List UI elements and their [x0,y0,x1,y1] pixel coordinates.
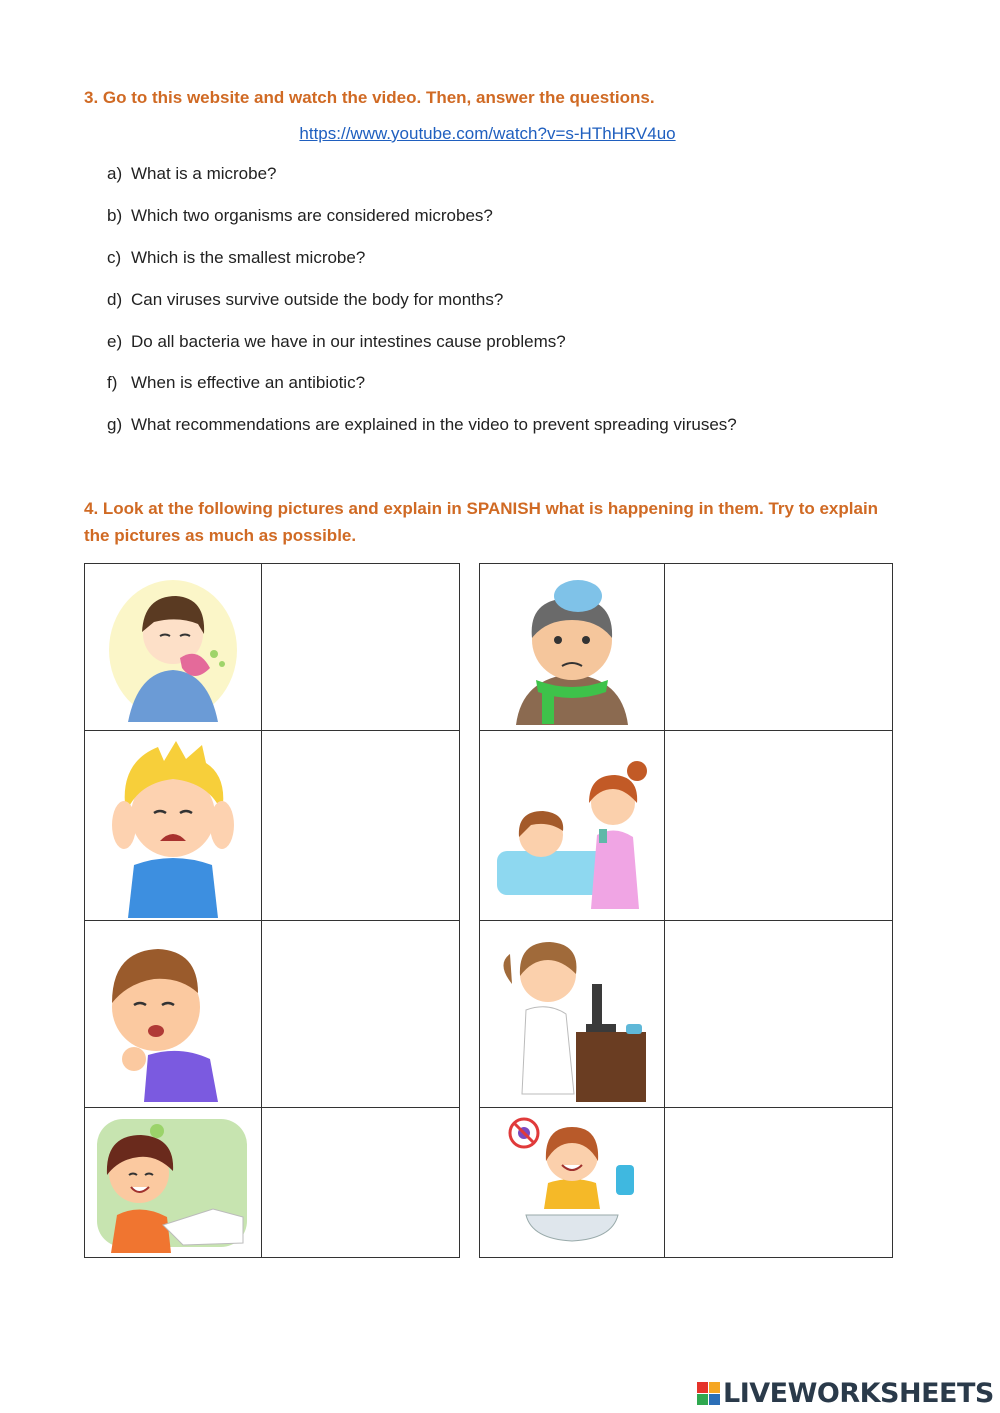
logo-text: LIVEWORKSHEETS [723,1377,994,1409]
girl-microscope-icon [492,924,652,1104]
left-picture-table [84,563,460,1258]
girl-vaccine-icon [93,1113,253,1253]
picture-cell [85,564,262,731]
logo-square [697,1394,708,1405]
question-d [107,290,503,310]
picture-cell [85,921,262,1108]
question-text: Which two organisms are considered microbes? [131,206,493,225]
right-picture-table [479,563,893,1258]
question-text: Which is the smallest microbe? [131,248,366,267]
question-text: What recommendations are explained in the video to prevent spreading viruses? [131,415,737,434]
question-text: Do all bacteria we have in our intestines cause problems? [131,332,566,351]
question-letter: e) [107,332,123,351]
boy-headache-icon [98,733,248,918]
picture-cell [480,1108,665,1258]
answer-field[interactable] [262,919,459,1105]
picture-cell [480,921,665,1108]
question-text: Can viruses survive outside the body for months? [131,290,504,309]
answer-field[interactable] [262,729,459,918]
logo-mark-icon [697,1382,720,1405]
section-3-heading: 3. Go to this website and watch the video. Then, answer the questions. [84,88,655,107]
logo-square [709,1394,720,1405]
question-letter: b) [107,206,123,225]
question-b [107,206,493,226]
girl-washing-hands-icon [492,1113,652,1253]
question-letter: c) [107,248,122,267]
logo-square [709,1382,720,1393]
man-fever-icon [502,570,642,725]
question-letter: d) [107,290,123,309]
answer-field[interactable] [262,1106,459,1255]
answer-field[interactable] [262,562,459,728]
question-letter: a) [107,164,123,183]
boy-coughing-icon [98,927,248,1102]
answer-cell[interactable] [665,921,893,1108]
answer-cell[interactable] [262,731,460,921]
answer-field[interactable] [665,1106,892,1255]
picture-cell [480,564,665,731]
answer-cell[interactable] [262,1108,460,1258]
mother-giving-medicine-icon [487,741,657,911]
section-4-heading: 4. Look at the following pictures and explain in SPANISH what is happening in them. Try to explain the pictures as much as possible. [84,499,879,545]
girl-sneezing-icon [98,572,248,722]
question-text: When is effective an antibiotic? [131,373,366,392]
logo-square [697,1382,708,1393]
video-link[interactable]: https://www.youtube.com/watch?v=s-HThHRV4uo [299,124,676,143]
question-a [107,164,277,184]
answer-cell[interactable] [665,1108,893,1258]
answer-cell[interactable] [665,564,893,731]
question-f [107,373,365,393]
picture-cell [480,731,665,921]
question-g [107,415,737,435]
question-letter: f) [107,373,118,392]
picture-cell [85,1108,262,1258]
question-e [107,332,566,352]
liveworksheets-logo [697,1377,994,1409]
question-c [107,248,365,268]
picture-cell [85,731,262,921]
answer-field[interactable] [665,562,892,728]
question-text: What is a microbe? [131,164,277,183]
answer-cell[interactable] [262,564,460,731]
answer-cell[interactable] [262,921,460,1108]
answer-field[interactable] [665,919,892,1105]
question-letter: g) [107,415,123,434]
answer-cell[interactable] [665,731,893,921]
answer-field[interactable] [665,729,892,918]
